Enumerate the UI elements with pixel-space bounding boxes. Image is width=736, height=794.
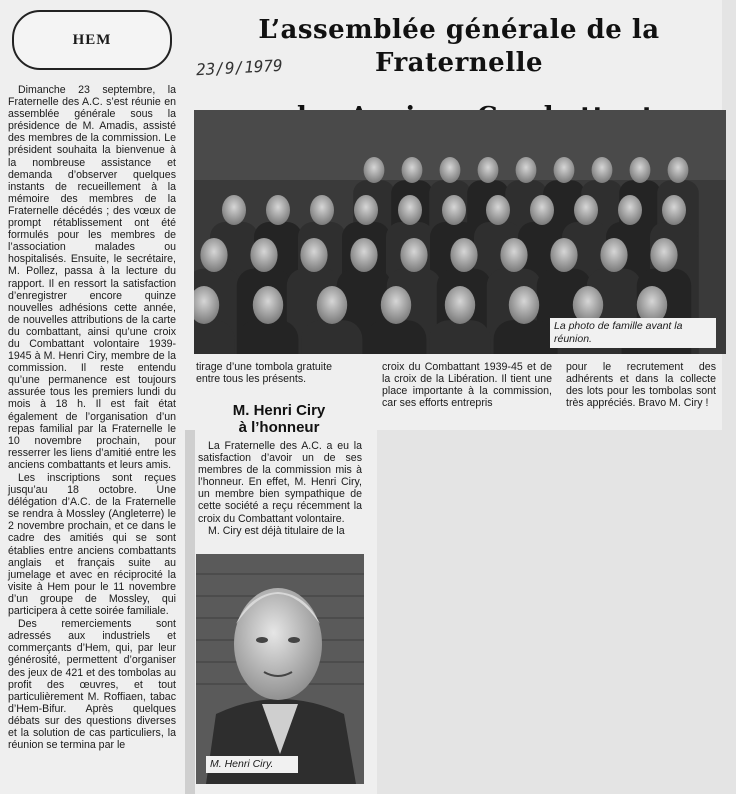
section-tag: HEM (12, 10, 172, 70)
person-head (592, 157, 613, 183)
subheadline-line-2: à l’honneur (238, 419, 320, 436)
person-head (222, 195, 246, 225)
person-head (398, 195, 422, 225)
person-head (440, 157, 461, 183)
portrait-photo-caption: M. Henri Ciry. (206, 756, 298, 773)
person-head (516, 157, 537, 183)
person-head (509, 286, 539, 324)
person-head (450, 238, 477, 272)
person-head (650, 238, 677, 272)
person-body (238, 320, 299, 354)
paragraph: La Fraternelle des A.C. a eu la satisfaction d’avoir un de ses membres de la commission mis à l’honneur. En effet, M. Henri Ciry, un membre bien sympathique de cette société a reçu récemment la croix du Combattant volontaire. (198, 440, 362, 525)
handwritten-date: 23/9/1979 (195, 55, 284, 80)
article-column-1 (8, 84, 176, 751)
paragraph: Les inscriptions sont reçues jusqu’au 18 octobre. Une délégation d’A.C. de la Fraternelle se rendra à Mossley (Angleterre) le 2 novembre prochain, et ce dans le cadre des amitiés qui se sont établies entre anciens combattants anglais et français suite au jumelage et avec en réciprocité la visite à Hem pour le 11 novembre d’un groupe de Mossley, qui participera à cette soirée familiale. (8, 472, 176, 618)
person-head (253, 286, 283, 324)
headline-line-1: L’assemblée générale de la Fraternelle (258, 15, 660, 78)
article-column-c: pour le recrutement des adhérents et dans la collecte des lots pour les tombolas sont très appréciés. Bravo M. Ciry ! (566, 361, 716, 410)
person-head (317, 286, 347, 324)
paper-gap (185, 430, 195, 794)
person-head (250, 238, 277, 272)
paragraph: Dimanche 23 septembre, la Fraternelle des A.C. s’est réunie en assemblée générale sous la présidence de M. Amadis, assisté des membres de la commission. Le président souhaita la bienvenue à la nombreuse assistance et demanda d’observer quelques instants de recueillement à la mémoire des membres de la Fraternelle décédés ; des vœux de prompt rétablissement ont été formulés pour les membres de l’association malades ou hospitalisés. Ensuite, le secrétaire, M. Pollez, passa à la lecture du rapport. Il en ressort la satisfaction d’enregistrer encore quinze nouvelles adhésions cette année, de nouvelles attributions de la carte du combattant, ainsi qu’une croix du Combattant volontaire 1939-1945 à M. Henri Ciry, membre de la commission. Il reste entendu qu’une permanence est toujours assurée tous les premiers lundi du mois à 18 h. Il est fait état également de l’organisation d’un repas familial par la Fraternelle le 10 novembre prochain, pour resserrer les liens d’amitié entre les anciens combattants et leurs amis. (8, 84, 176, 471)
person-head (381, 286, 411, 324)
person-head (445, 286, 475, 324)
paragraph: M. Ciry est déjà titulaire de la (208, 524, 345, 537)
person-head (364, 157, 385, 183)
person-body (366, 320, 427, 354)
person-head (310, 195, 334, 225)
person-head (668, 157, 689, 183)
person-head (478, 157, 499, 183)
subheadline-line-1: M. Henri Ciry (232, 402, 326, 419)
person-body (430, 320, 491, 354)
article-column-a: tirage d’une tombola gratuite entre tous les présents. (196, 361, 332, 386)
person-body (494, 320, 555, 354)
person-head (600, 238, 627, 272)
paragraph: Des remerciements sont adressés aux industriels et commerçants d’Hem, qui, par leur générosité, permettent d’organiser des jeux de 421 et des tombolas au profit des œuvres, et tout particulièrement M. Roffiaen, tabac d’Hem-Bifur. Après quelques débats sur des questions diverses et la solution de cas particuliers, la réunion se termina par le (8, 618, 176, 752)
person-head (530, 195, 554, 225)
person-head (486, 195, 510, 225)
person-head (574, 195, 598, 225)
person-head (630, 157, 651, 183)
person-head (354, 195, 378, 225)
article-column-b: croix du Combattant 1939-45 et de la croix de la Libération. Il tient une place importante à la commission, car ses efforts entrepris (382, 361, 552, 410)
subheadline (196, 402, 362, 436)
person-body (302, 320, 363, 354)
group-photo-caption: La photo de famille avant la réunion. (550, 318, 716, 348)
portrait-photo (196, 554, 364, 784)
person-head (200, 238, 227, 272)
person-head (402, 157, 423, 183)
person-head (266, 195, 290, 225)
person-head (662, 195, 686, 225)
person-head (550, 238, 577, 272)
person-head (618, 195, 642, 225)
person-head (554, 157, 575, 183)
person-head (400, 238, 427, 272)
person-head (300, 238, 327, 272)
person-head (442, 195, 466, 225)
person-head (500, 238, 527, 272)
article-column-d (198, 440, 362, 537)
person-head (350, 238, 377, 272)
